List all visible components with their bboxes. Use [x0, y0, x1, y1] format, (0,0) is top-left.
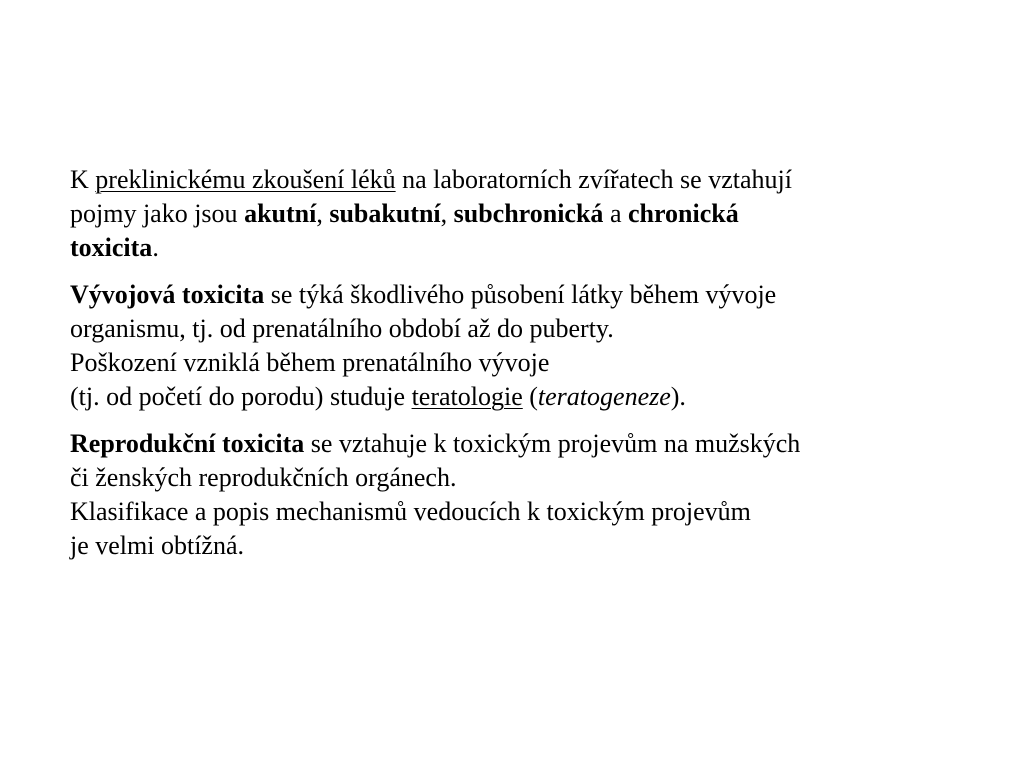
- paragraph-reproductive-toxicity: [70, 427, 970, 563]
- text-run: a: [603, 199, 628, 228]
- text-run: K: [70, 165, 96, 194]
- text-run: se týká škodlivého působení látky během vývoje: [264, 280, 777, 309]
- term-preclinical-testing: preklinickému zkoušení léků: [95, 165, 396, 194]
- text-line: Poškození vzniklá během prenatálního vývoje: [70, 348, 550, 377]
- paragraph-preclinical-toxicity: [70, 163, 970, 265]
- slide-content: [70, 163, 970, 576]
- text-line: [70, 197, 970, 231]
- text-run: ,: [316, 199, 330, 228]
- text-line: [70, 427, 970, 461]
- text-run: pojmy jako jsou: [70, 199, 245, 228]
- text-run: .: [152, 233, 159, 262]
- text-run: (: [522, 382, 538, 411]
- term-developmental-toxicity: Vývojová toxicita: [70, 280, 265, 309]
- term-teratogenesis: teratogeneze: [537, 382, 671, 411]
- term-subchronic: subchronická: [453, 199, 604, 228]
- text-run: se vztahuje k toxickým projevům na mužských: [304, 429, 801, 458]
- text-line: [70, 231, 970, 265]
- text-line: [70, 380, 970, 414]
- term-subacute: subakutní: [329, 199, 441, 228]
- text-line: [70, 278, 970, 312]
- term-reproductive-toxicity: Reprodukční toxicita: [70, 429, 305, 458]
- text-run: na laboratorních zvířatech se vztahují: [395, 165, 792, 194]
- term-acute: akutní: [244, 199, 317, 228]
- text-line: Klasifikace a popis mechanismů vedoucích k toxickým projevům: [70, 497, 751, 526]
- text-run: (tj. od početí do porodu) studuje: [70, 382, 412, 411]
- text-run: ).: [670, 382, 686, 411]
- text-run: ,: [440, 199, 454, 228]
- text-line: organismu, tj. od prenatálního období až do puberty.: [70, 314, 614, 343]
- paragraph-developmental-toxicity: [70, 278, 970, 414]
- term-toxicity: toxicita: [70, 233, 153, 262]
- text-line: [70, 163, 970, 197]
- term-chronic: chronická: [627, 199, 739, 228]
- term-teratology: teratologie: [411, 382, 523, 411]
- text-line: je velmi obtížná.: [70, 531, 245, 560]
- text-line: či ženských reprodukčních orgánech.: [70, 463, 457, 492]
